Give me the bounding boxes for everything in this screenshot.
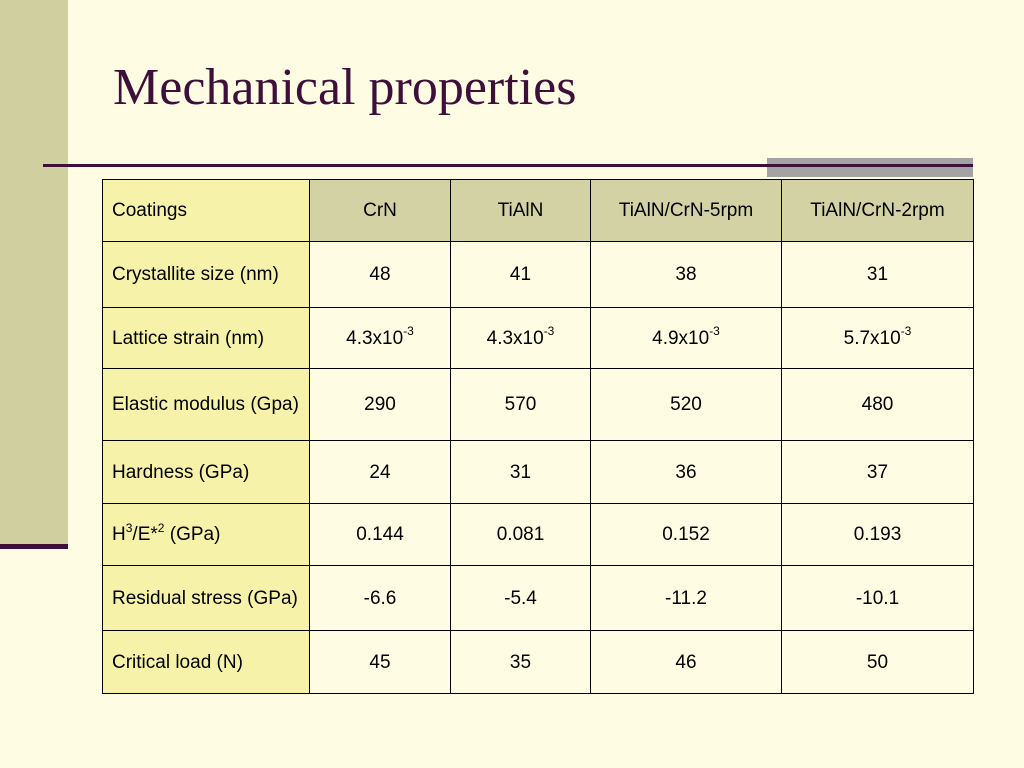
row-label: Residual stress (GPa) — [103, 566, 310, 631]
value-base: 5.7x10 — [843, 327, 901, 349]
table-cell: -5.4 — [451, 566, 591, 631]
table-row-lattice-strain — [103, 308, 974, 369]
row-label: Crystallite size (nm) — [103, 242, 310, 308]
value-exponent: -3 — [403, 324, 414, 339]
table-cell: 0.144 — [310, 504, 451, 566]
table-cell: 35 — [451, 631, 591, 694]
mechanical-properties-table — [102, 179, 974, 694]
table-cell: 290 — [310, 369, 451, 441]
table-cell — [310, 308, 451, 369]
row-label: Hardness (GPa) — [103, 441, 310, 504]
value-base: 4.3x10 — [346, 327, 404, 349]
table-cell: 50 — [782, 631, 974, 694]
header-label-cell: Coatings — [103, 180, 310, 242]
label-unit: (GPa) — [164, 524, 221, 545]
value-base: 4.3x10 — [486, 327, 544, 349]
table-row-hardness — [103, 441, 974, 504]
table-cell: 46 — [591, 631, 782, 694]
value-exponent: -3 — [900, 324, 912, 339]
row-label — [103, 504, 310, 566]
table-cell: 24 — [310, 441, 451, 504]
table-cell: -10.1 — [782, 566, 974, 631]
row-label: Critical load (N) — [103, 631, 310, 694]
table-cell: 41 — [451, 242, 591, 308]
left-accent-band — [0, 0, 68, 546]
table-cell: 570 — [451, 369, 591, 441]
header-cell-tialn-crn-2rpm: TiAlN/CrN-2rpm — [782, 180, 974, 242]
slide-title: Mechanical properties — [113, 59, 577, 116]
table-cell: -6.6 — [310, 566, 451, 631]
table-cell — [451, 308, 591, 369]
table-cell: 48 — [310, 242, 451, 308]
table-cell — [591, 308, 782, 369]
table-header-row — [103, 180, 974, 242]
table-cell: 0.152 — [591, 504, 782, 566]
label-e: /E* — [132, 524, 158, 545]
table-row-crystallite-size — [103, 242, 974, 308]
value-exponent: -3 — [709, 324, 720, 339]
table-row-critical-load — [103, 631, 974, 694]
table-cell: 36 — [591, 441, 782, 504]
label-h: H — [112, 524, 126, 545]
left-accent-mark — [0, 544, 68, 549]
table-row-elastic-modulus — [103, 369, 974, 441]
table-cell: 37 — [782, 441, 974, 504]
table-cell: 0.193 — [782, 504, 974, 566]
label-h-exponent: 3 — [125, 520, 133, 535]
value-base: 4.9x10 — [652, 327, 710, 349]
row-label: Elastic modulus (Gpa) — [103, 369, 310, 441]
table-cell: 480 — [782, 369, 974, 441]
row-label: Lattice strain (nm) — [103, 308, 310, 369]
table-cell — [782, 308, 974, 369]
table-row-residual-stress — [103, 566, 974, 631]
table-cell: 520 — [591, 369, 782, 441]
table-cell: -11.2 — [591, 566, 782, 631]
table-cell: 0.081 — [451, 504, 591, 566]
table-cell: 31 — [451, 441, 591, 504]
header-cell-tialn-crn-5rpm: TiAlN/CrN-5rpm — [591, 180, 782, 242]
table-cell: 31 — [782, 242, 974, 308]
header-cell-crn: CrN — [310, 180, 451, 242]
table-row-h3-e2-ratio — [103, 504, 974, 566]
value-exponent: -3 — [543, 324, 555, 339]
table-cell: 38 — [591, 242, 782, 308]
table-cell: 45 — [310, 631, 451, 694]
header-cell-tialn: TiAlN — [451, 180, 591, 242]
divider-accent — [767, 158, 973, 177]
label-e-exponent: 2 — [157, 520, 165, 535]
